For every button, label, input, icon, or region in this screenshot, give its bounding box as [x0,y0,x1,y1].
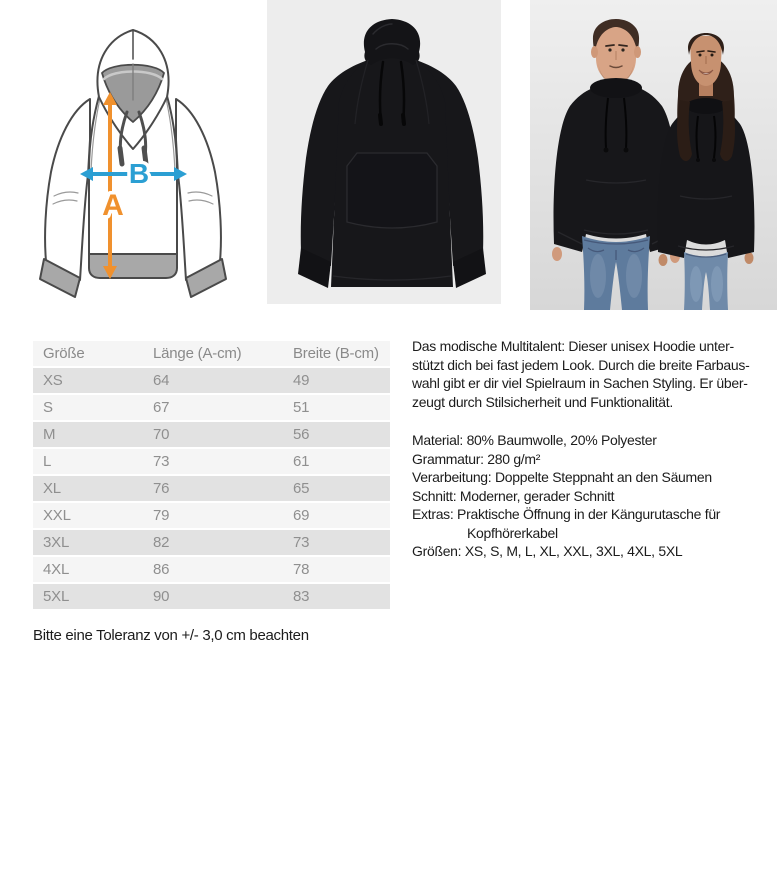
description-detail-line: Kopfhörerkabel [467,524,558,541]
size-table-cell-size: 4XL [43,561,70,578]
description-intro-line: wahl gibt er dir viel Spielraum in Sachen Styling. Er über- [412,375,748,391]
size-table-row [33,503,390,528]
description-spacer [412,411,774,431]
description-intro-line: stützt dich bei fast jedem Look. Durch die breite Farbaus- [412,356,750,373]
size-table-cell-size: 5XL [43,588,70,605]
description-detail-line: Material: 80% Baumwolle, 20% Polyester [412,432,657,448]
description-intro-line: Das modische Multitalent: Dieser unisex Hoodie unter- [412,338,734,354]
size-table-header [33,341,390,366]
size-table-cell-length: 79 [153,507,170,524]
description-detail-line: Grammatur: 280 g/m² [412,450,541,467]
size-table-cell-width: 65 [293,480,310,497]
size-table-cell-width: 78 [293,561,310,578]
size-table-header-width: Breite (B-cm) [293,345,379,362]
size-table-cell-size: XS [43,372,63,389]
size-table-cell-width: 51 [293,399,310,416]
size-table-row [33,557,390,582]
size-table-row [33,368,390,393]
size-table-cell-width: 83 [293,588,310,605]
size-table-cell-size: M [43,426,56,443]
size-table-cell-length: 76 [153,480,170,497]
diagram-label-b: B [128,158,150,189]
size-table-row [33,422,390,447]
size-table-cell-width: 49 [293,372,310,389]
diagram-right-sleeve [176,99,221,280]
size-table-cell-length: 64 [153,372,170,389]
size-table-cell-size: 3XL [43,534,70,551]
size-table-row [33,584,390,609]
size-table [33,341,390,611]
description-detail-line: Verarbeitung: Doppelte Steppnaht an den Säumen [412,469,712,485]
product-photo [267,0,501,304]
description-detail-line: Schnitt: Moderner, gerader Schnitt [412,487,615,504]
size-table-cell-width: 69 [293,507,310,524]
diagram-left-sleeve [45,99,90,280]
size-table-cell-length: 82 [153,534,170,551]
size-table-header-size: Größe [43,345,85,362]
size-table-cell-size: S [43,399,53,416]
size-table-row [33,395,390,420]
size-table-cell-width: 61 [293,453,310,470]
size-table-row [33,530,390,555]
description-details [412,431,774,561]
size-table-row [33,476,390,501]
tolerance-note: Bitte eine Toleranz von +/- 3,0 cm beachten [33,627,309,644]
models-photo [530,0,777,310]
size-table-cell-size: XXL [43,507,71,524]
description-detail-line: Größen: XS, S, M, L, XL, XXL, 3XL, 4XL, 5XL [412,543,683,559]
size-table-body [33,368,390,609]
size-table-row [33,449,390,474]
size-table-cell-width: 73 [293,534,310,551]
size-table-cell-length: 67 [153,399,170,416]
size-table-cell-size: L [43,453,52,470]
description-detail-line: Extras: Praktische Öffnung in der Kängurutasche für [412,506,721,522]
size-table-cell-length: 90 [153,588,170,605]
diagram-hem-band [89,254,177,278]
size-table-cell-length: 86 [153,561,170,578]
description-intro-line: zeugt durch Stilsicherheit und Funktionalität. [412,393,673,410]
diagram-label-a: A [102,189,124,222]
size-table-cell-length: 73 [153,453,170,470]
product-description [412,337,774,561]
size-table-cell-length: 70 [153,426,170,443]
size-table-header-length: Länge (A-cm) [153,345,242,362]
size-table-cell-width: 56 [293,426,310,443]
description-intro [412,337,774,411]
size-table-cell-size: XL [43,480,61,497]
size-diagram-image [0,0,260,330]
